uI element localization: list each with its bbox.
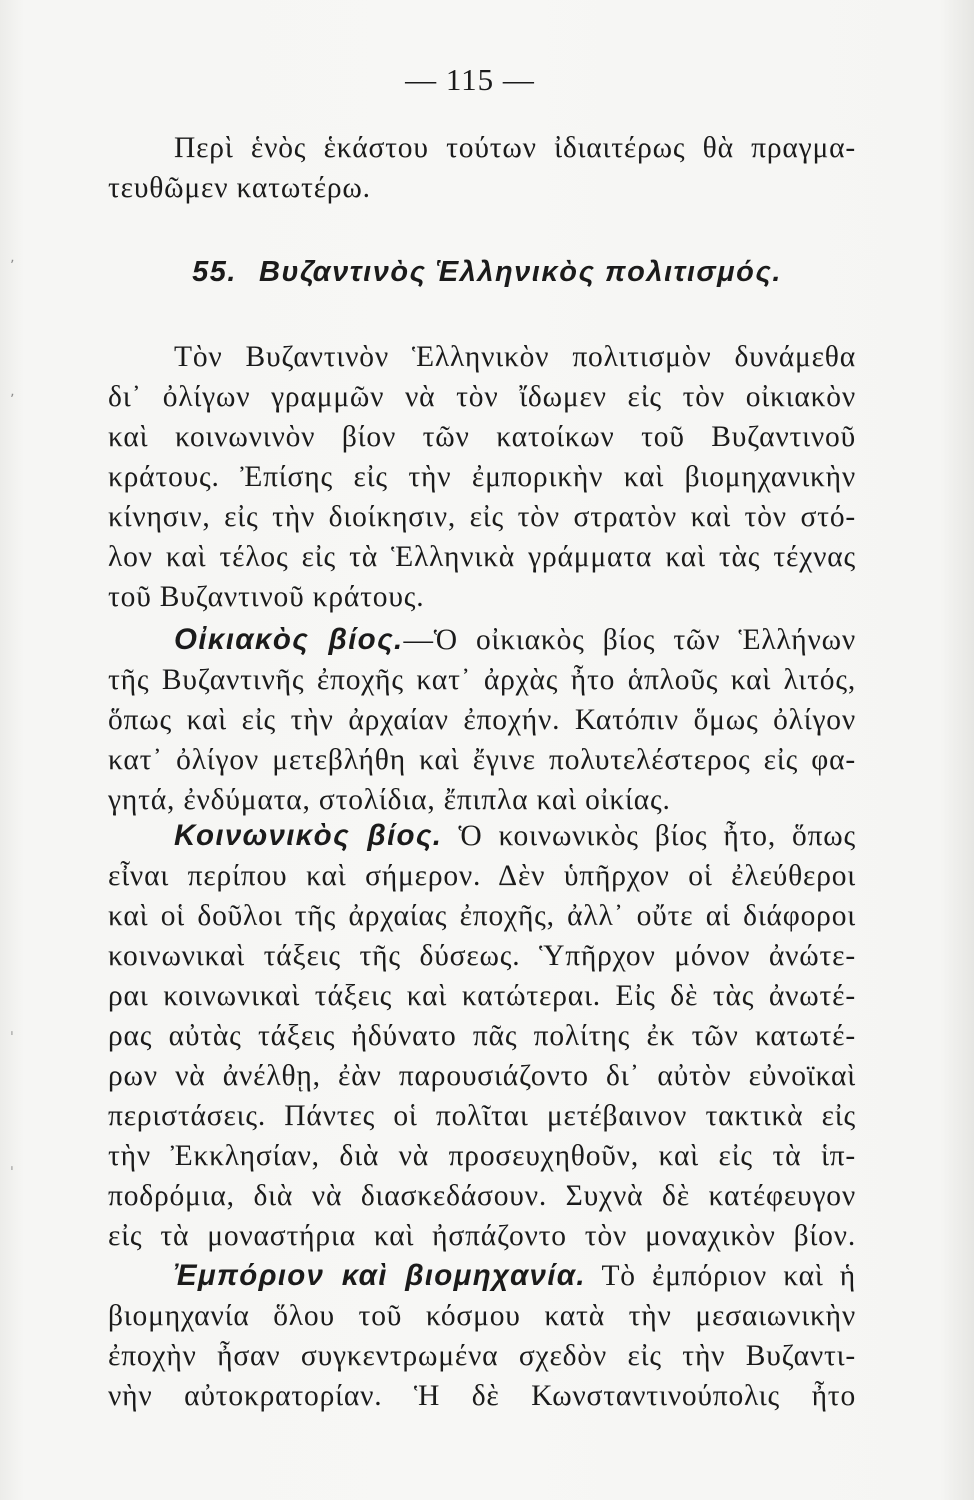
paragraph-line: Τὸν Βυζαντινὸν Ἑλληνικὸν πολιτισμὸν δυνάμεθα	[174, 341, 856, 373]
paragraph-line: λον καὶ τέλος εἰς τὰ Ἑλληνικὰ γράμματα καὶ τὰς τέχνας	[108, 541, 856, 573]
margin-mark: ʼ	[10, 258, 15, 274]
section-number: 55.	[192, 256, 237, 288]
paragraph-line: δι᾽ ὀλίγων γραμμῶν νὰ τὸν ἴδωμεν εἰς τὸν οἰκιακὸν	[108, 381, 856, 413]
subheading-emporion: Ἐμπόριον καὶ βιομηχανία.	[174, 1259, 586, 1292]
paragraph-line: ρας αὐτὰς τάξεις ἠδύνατο πᾶς πολίτης ἐκ τῶν κατωτέ-	[108, 1020, 856, 1052]
koinonikos-first-line	[108, 816, 856, 856]
paragraph-line: κοινωνικαὶ τάξεις τῆς δύσεως. Ὑπῆρχον μόνον ἀνώτε-	[108, 940, 856, 972]
paragraph-line: τῆς Βυζαντινῆς ἐποχῆς κατ᾽ ἀρχὰς ἦτο ἁπλοῦς καὶ λιτός,	[108, 664, 856, 696]
section-title: Βυζαντινὸς Ἑλληνικὸς πολιτισμός.	[258, 256, 782, 288]
paragraph-line: ἐποχὴν ἦσαν συγκεντρωμένα σχεδὸν εἰς τὴν Βυζαντι-	[108, 1340, 856, 1372]
oikiakos-first-text: —Ὁ οἰκιακὸς βίος τῶν Ἑλλήνων	[403, 624, 856, 656]
section-heading	[0, 256, 974, 289]
paragraph-line: τοῦ Βυζαντινοῦ κράτους.	[108, 581, 425, 613]
paragraph-line: ραι κοινωνικαὶ τάξεις καὶ κατώτεραι. Εἰς δὲ τὰς ἀνωτέ-	[108, 980, 856, 1012]
koinonikos-first-text: Ὁ κοινωνικὸς βίος ἦτο, ὅπως	[458, 820, 856, 852]
paragraph-line: κίνησιν, εἰς τὴν διοίκησιν, εἰς τὸν στρατὸν καὶ τὸν στό-	[108, 501, 856, 533]
intro-line: τευθῶμεν κατωτέρω.	[108, 172, 371, 204]
paragraph-line: καὶ κοινωνινὸν βίον τῶν κατοίκων τοῦ Βυζαντινοῦ	[108, 421, 856, 453]
paragraph-line: γητά, ἐνδύματα, στολίδια, ἔπιπλα καὶ οἰκίας.	[108, 784, 671, 816]
subheading-oikiakos: Οἰκιακὸς βίος.	[174, 623, 404, 656]
emporion-first-text: Τὸ ἐμπόριον καὶ ἡ	[601, 1260, 856, 1292]
paragraph-line: κατ᾽ ὀλίγον μετεβλήθη καὶ ἔγινε πολυτελέστερος εἰς φα-	[108, 744, 856, 776]
paragraph-line: περιστάσεις. Πάντες οἱ πολῖται μετέβαινον τακτικὰ εἰς	[108, 1100, 856, 1132]
page-number: — 115 —	[405, 62, 535, 97]
margin-mark: ʼ	[10, 392, 15, 408]
margin-mark: ˈ	[10, 1165, 14, 1181]
paragraph-line: ποδρόμια, διὰ νὰ διασκεδάσουν. Συχνὰ δὲ κατέφευγον	[108, 1180, 856, 1212]
paragraph-line: καὶ οἱ δοῦλοι τῆς ἀρχαίας ἐποχῆς, ἀλλ᾽ οὔτε αἱ διάφοροι	[108, 900, 856, 932]
intro-line: Περὶ ἑνὸς ἑκάστου τούτων ἰδιαιτέρως θὰ πραγμα-	[174, 132, 856, 164]
emporion-first-line	[108, 1256, 856, 1296]
paragraph-line: κράτους. Ἐπίσης εἰς τὴν ἐμπορικὴν καὶ βιομηχανικὴν	[108, 461, 856, 493]
subheading-koinonikos: Κοινωνικὸς βίος.	[174, 819, 443, 852]
paragraph-line: νὴν αὐτοκρατορίαν. Ἡ δὲ Κωνσταντινούπολις ἦτο	[108, 1380, 856, 1412]
paragraph-line: βιομηχανία ὅλου τοῦ κόσμου κατὰ τὴν μεσαιωνικὴν	[108, 1300, 856, 1332]
paragraph-line: εἰς τὰ μοναστήρια καὶ ἠσπάζοντο τὸν μοναχικὸν βίον.	[108, 1220, 856, 1252]
oikiakos-first-line	[108, 620, 856, 660]
paragraph-line: τὴν Ἐκκλησίαν, διὰ νὰ προσευχηθοῦν, καὶ εἰς τὰ ἱπ-	[108, 1140, 856, 1172]
paragraph-line: ὅπως καὶ εἰς τὴν ἀρχαίαν ἐποχήν. Κατόπιν ὅμως ὀλίγον	[108, 704, 856, 736]
margin-mark: ˈ	[10, 1030, 14, 1046]
paragraph-line: ρων νὰ ἀνέλθῃ, ἐὰν παρουσιάζοντο δι᾽ αὐτὸν εὐνοϊκαὶ	[108, 1060, 856, 1092]
paragraph-line: εἶναι περίπου καὶ σήμερον. Δὲν ὑπῆρχον οἱ ἐλεύθεροι	[108, 860, 856, 892]
